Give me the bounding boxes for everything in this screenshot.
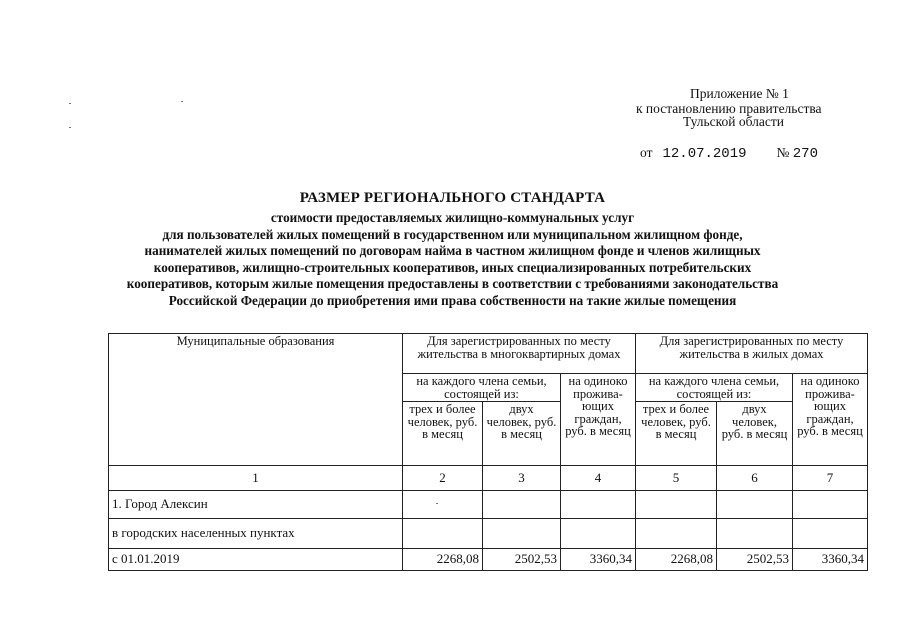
table-cell bbox=[561, 491, 636, 519]
table-cell bbox=[717, 519, 793, 549]
table-cell: 2268,08 bbox=[403, 549, 483, 571]
annex-subtitle: к постановлению правительства bbox=[636, 101, 822, 116]
header-single-houses: на одиноко прожива- ющих граждан, руб. в месяц bbox=[793, 374, 868, 466]
table-row bbox=[109, 491, 868, 519]
table-row bbox=[109, 519, 868, 549]
subtitle-line: кооперативов, которым жилые помещения предоставлены в соответствии с требованиями законодательства bbox=[126, 276, 779, 291]
header-single-apartments: на одиноко прожива- ющих граждан, руб. в месяц bbox=[561, 374, 636, 466]
decree-date: 12.07.2019 bbox=[662, 146, 747, 162]
scan-speck bbox=[69, 127, 71, 128]
table-cell bbox=[793, 519, 868, 549]
table-cell: 2502,53 bbox=[717, 549, 793, 571]
subtitle-line: стоимости предоставляемых жилищно-коммунальных услуг bbox=[270, 210, 635, 225]
table-cell bbox=[483, 491, 561, 519]
header-three-plus-houses: трех и более человек, руб. в месяц bbox=[636, 402, 717, 466]
annex-title: Приложение № 1 bbox=[690, 86, 789, 101]
row-label: 1. Город Алексин bbox=[109, 491, 403, 519]
row-label: в городских населенных пунктах bbox=[109, 519, 403, 549]
column-number: 2 bbox=[403, 466, 483, 491]
header-two-apartments: двух человек, руб. в месяц bbox=[483, 402, 561, 466]
subtitle-line: нанимателей жилых помещений по договорам найма в частном жилищном фонде и членов жилищных bbox=[144, 243, 761, 258]
table-row bbox=[109, 549, 868, 571]
header-two-houses: двух человек, руб. в месяц bbox=[717, 402, 793, 466]
table-cell bbox=[483, 519, 561, 549]
table-cell: 2268,08 bbox=[636, 549, 717, 571]
header-three-plus-apartments: трех и более человек, руб. в месяц bbox=[403, 402, 483, 466]
column-number-row bbox=[109, 466, 868, 491]
table-cell bbox=[403, 519, 483, 549]
table-cell bbox=[561, 519, 636, 549]
column-number: 4 bbox=[561, 466, 636, 491]
scan-speck bbox=[69, 103, 71, 104]
row-label: с 01.01.2019 bbox=[109, 549, 403, 571]
scan-speck bbox=[181, 101, 183, 102]
subtitle-line: кооперативов, жилищно-строительных кооперативов, иных специализированных потребительских bbox=[153, 259, 752, 275]
table-cell: 3360,34 bbox=[793, 549, 868, 571]
header-municipal: Муниципальные образования bbox=[109, 334, 403, 466]
column-number: 1 bbox=[109, 466, 403, 491]
header-per-member-apartments: на каждого члена семьи, состоящей из: bbox=[403, 374, 561, 402]
table-cell bbox=[636, 519, 717, 549]
column-number: 5 bbox=[636, 466, 717, 491]
table-cell bbox=[636, 491, 717, 519]
annex-region: Тульской области bbox=[683, 114, 784, 129]
subtitle-line: Российской Федерации до приобретения ими права собственности на такие жилые помещения bbox=[168, 292, 737, 308]
table-cell: 2502,53 bbox=[483, 549, 561, 571]
decree-number-label: № bbox=[776, 145, 790, 160]
column-number: 6 bbox=[717, 466, 793, 491]
document-title: РАЗМЕР РЕГИОНАЛЬНОГО СТАНДАРТА bbox=[299, 190, 606, 206]
standard-table bbox=[108, 333, 868, 571]
column-number: 3 bbox=[483, 466, 561, 491]
table-cell bbox=[403, 491, 483, 519]
header-group-apartments: Для зарегистрированных по месту жительства в многоквартирных домах bbox=[403, 334, 636, 374]
header-group-houses: Для зарегистрированных по месту жительства в жилых домах bbox=[636, 334, 868, 374]
decree-reference bbox=[640, 145, 818, 162]
decree-from-label: от bbox=[640, 145, 653, 160]
subtitle-line: для пользователей жилых помещений в государственном или муниципальном жилищном фонде, bbox=[162, 226, 743, 242]
table-cell bbox=[717, 491, 793, 519]
table-cell: 3360,34 bbox=[561, 549, 636, 571]
column-number: 7 bbox=[793, 466, 868, 491]
decree-number: 270 bbox=[792, 146, 818, 162]
table-cell bbox=[793, 491, 868, 519]
document-subtitle bbox=[100, 210, 805, 309]
header-per-member-houses: на каждого члена семьи, состоящей из: bbox=[636, 374, 793, 402]
